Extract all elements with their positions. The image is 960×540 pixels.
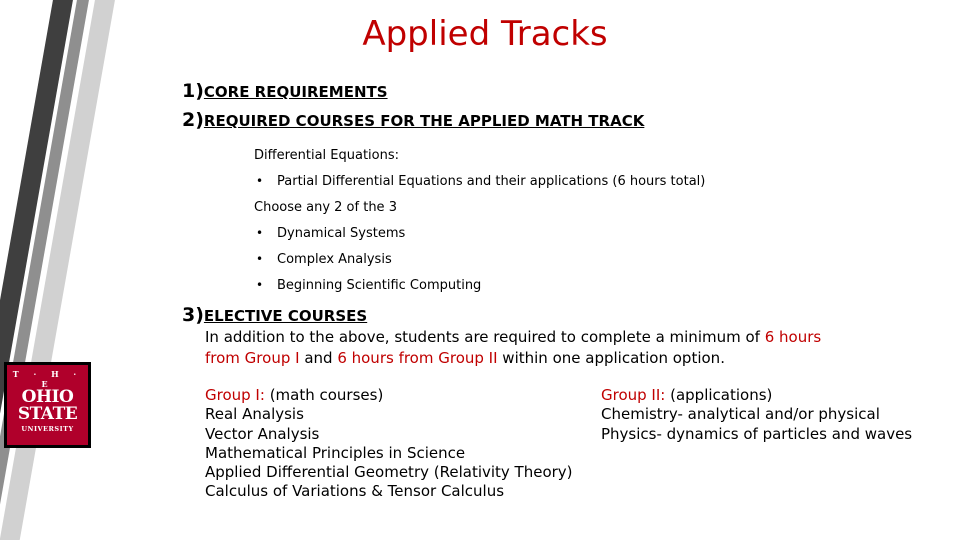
group-i-heading	[205, 386, 573, 405]
list-item: Beginning Scientific Computing	[277, 278, 482, 293]
group-ii-label: Group II:	[601, 386, 666, 404]
elective-group-i: from Group I	[205, 349, 300, 367]
page-title: Applied Tracks	[362, 14, 608, 54]
logo-ohio: OHIO	[21, 387, 74, 407]
group-ii-heading	[601, 386, 912, 405]
logo-state: STATE	[17, 404, 78, 424]
elective-text: and	[299, 349, 338, 367]
section-number: 2)	[182, 109, 204, 131]
list-item: Mathematical Principles in Science	[205, 443, 466, 462]
list-item: Complex Analysis	[277, 252, 392, 267]
group-ii-sub: (applications)	[665, 386, 773, 404]
list-item: Applied Differential Geometry (Relativity Theory)	[205, 463, 573, 482]
elective-hours-1: 6 hours	[764, 328, 822, 346]
list-item: Chemistry- analytical and/or physical	[601, 405, 880, 424]
section-label: CORE REQUIREMENTS	[203, 83, 388, 101]
section-number: 3)	[182, 304, 204, 326]
section-label: ELECTIVE COURSES	[203, 307, 368, 325]
list-item: Real Analysis	[205, 405, 304, 424]
section-heading-required	[182, 109, 644, 131]
bullet-icon: •	[256, 252, 264, 266]
section-heading-core	[182, 80, 388, 102]
list-item: Vector Analysis	[205, 424, 320, 443]
bullet-icon: •	[256, 278, 264, 292]
group-i-sub: (math courses)	[264, 386, 384, 404]
group-i-label: Group I:	[205, 386, 265, 404]
choose-label: Choose any 2 of the 3	[254, 200, 397, 215]
section-label: REQUIRED COURSES FOR THE APPLIED MATH TRACK	[203, 112, 645, 130]
list-item: Physics- dynamics of particles and waves	[601, 424, 913, 443]
decorative-stripes	[0, 0, 130, 540]
list-item: Calculus of Variations & Tensor Calculus	[205, 482, 505, 501]
elective-hours-2: 6 hours from Group II	[337, 349, 498, 367]
elective-paragraph	[205, 327, 855, 369]
bullet-icon: •	[256, 226, 264, 240]
bullet-icon: •	[256, 174, 264, 188]
ohio-state-logo	[4, 362, 91, 448]
group-i-list	[205, 386, 573, 502]
elective-text: within one application option.	[497, 349, 725, 367]
list-item: Partial Differential Equations and their applications (6 hours total)	[277, 174, 706, 189]
section-heading-elective	[182, 304, 367, 326]
logo-badge	[7, 365, 88, 445]
logo-the: T · H · E	[12, 369, 83, 389]
list-item: Dynamical Systems	[277, 226, 406, 241]
elective-text: In addition to the above, students are required to complete a minimum of	[205, 328, 765, 346]
logo-university: UNIVERSITY	[21, 425, 74, 433]
section-number: 1)	[182, 80, 204, 102]
diff-eq-label: Differential Equations:	[254, 148, 400, 163]
group-ii-list	[601, 386, 912, 444]
